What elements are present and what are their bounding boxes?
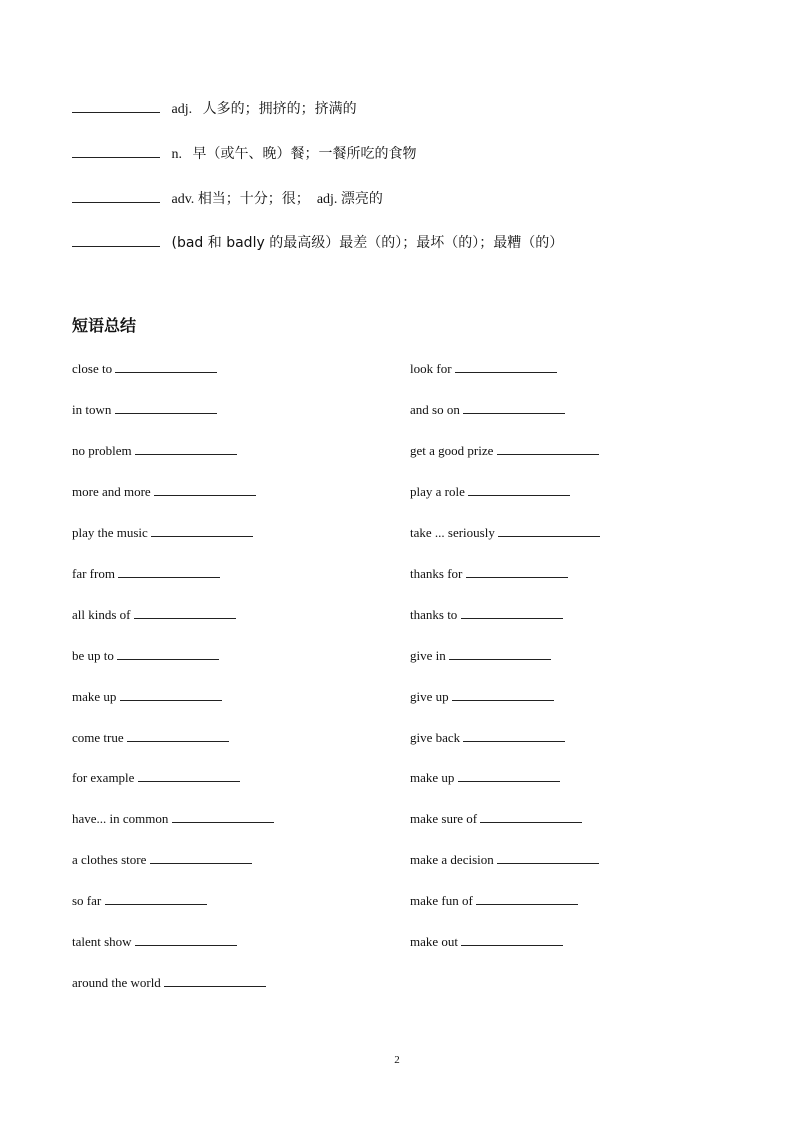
phrase-text: make fun of	[410, 893, 473, 908]
phrase-item	[72, 525, 253, 541]
phrase-text: for example	[72, 770, 135, 785]
phrase-text: more and more	[72, 484, 151, 499]
phrase-item	[72, 648, 219, 664]
phrase-text: give back	[410, 730, 461, 745]
phrase-item	[410, 730, 565, 746]
vocab-row	[72, 232, 563, 252]
answer-blank[interactable]	[455, 361, 557, 373]
phrase-item	[410, 934, 563, 950]
phrase-item	[72, 607, 236, 623]
page-number: 2	[394, 1054, 400, 1066]
phrase-item	[72, 402, 217, 418]
phrase-text: make a decision	[410, 852, 494, 867]
phrase-text: thanks to	[410, 607, 458, 622]
part-of-speech: adj.	[171, 102, 193, 117]
phrase-item	[410, 852, 599, 868]
answer-blank[interactable]	[117, 648, 219, 660]
phrase-item	[410, 525, 600, 541]
phrase-item	[410, 443, 599, 459]
answer-blank[interactable]	[120, 689, 222, 701]
answer-blank[interactable]	[105, 893, 207, 905]
phrase-item	[410, 402, 565, 418]
phrase-text: take ... seriously	[410, 525, 495, 540]
answer-blank[interactable]	[154, 484, 256, 496]
answer-blank[interactable]	[150, 852, 252, 864]
answer-blank[interactable]	[468, 484, 570, 496]
phrase-item	[72, 770, 240, 786]
answer-blank[interactable]	[72, 234, 160, 247]
part-of-speech: adv.	[171, 192, 195, 207]
phrase-item	[72, 811, 274, 827]
answer-blank[interactable]	[480, 811, 582, 823]
answer-blank[interactable]	[461, 934, 563, 946]
phrase-item	[410, 361, 557, 377]
phrase-item	[410, 811, 582, 827]
part-of-speech: n.	[171, 147, 182, 162]
answer-blank[interactable]	[115, 402, 217, 414]
chinese-meaning: 早（或午、晚）餐；一餐所吃的食物	[192, 146, 417, 162]
phrase-item	[72, 566, 220, 582]
answer-blank[interactable]	[164, 975, 266, 987]
part-of-speech: adj.	[316, 192, 338, 207]
phrase-text: make up	[410, 770, 455, 785]
answer-blank[interactable]	[463, 730, 565, 742]
phrase-item	[72, 443, 237, 459]
answer-blank[interactable]	[138, 770, 240, 782]
chinese-meaning: 相当；十分；很；	[197, 191, 310, 207]
phrase-text: and so on	[410, 402, 460, 417]
phrase-text: look for	[410, 361, 452, 376]
phrase-text: make sure of	[410, 811, 478, 826]
answer-blank[interactable]	[498, 525, 600, 537]
phrase-text: no problem	[72, 443, 132, 458]
chinese-meaning: 最差（的）；最坏（的）；最糟（的）	[339, 235, 564, 251]
answer-blank[interactable]	[172, 811, 274, 823]
phrase-text: around the world	[72, 975, 161, 990]
answer-blank[interactable]	[461, 607, 563, 619]
phrase-text: get a good prize	[410, 443, 494, 458]
answer-blank[interactable]	[134, 607, 236, 619]
part-of-speech: (bad 和 badly 的最高级）	[171, 235, 340, 251]
answer-blank[interactable]	[466, 566, 568, 578]
answer-blank[interactable]	[72, 190, 160, 203]
phrase-item	[410, 607, 563, 623]
chinese-meaning: 漂亮的	[340, 191, 383, 207]
phrase-text: come true	[72, 730, 124, 745]
phrase-text: play the music	[72, 525, 148, 540]
phrase-item	[72, 730, 229, 746]
phrase-text: in town	[72, 402, 112, 417]
answer-blank[interactable]	[135, 443, 237, 455]
answer-blank[interactable]	[452, 689, 554, 701]
phrase-item	[72, 852, 252, 868]
phrase-text: give up	[410, 689, 449, 704]
phrase-item	[410, 484, 570, 500]
answer-blank[interactable]	[72, 100, 160, 113]
phrase-text: have... in common	[72, 811, 169, 826]
answer-blank[interactable]	[449, 648, 551, 660]
vocab-row	[72, 98, 357, 118]
phrase-text: be up to	[72, 648, 114, 663]
phrase-item	[410, 770, 560, 786]
answer-blank[interactable]	[115, 361, 217, 373]
vocab-row	[72, 188, 383, 208]
answer-blank[interactable]	[458, 770, 560, 782]
answer-blank[interactable]	[476, 893, 578, 905]
phrase-text: thanks for	[410, 566, 463, 581]
phrase-text: all kinds of	[72, 607, 131, 622]
phrase-text: so far	[72, 893, 102, 908]
answer-blank[interactable]	[135, 934, 237, 946]
phrase-text: make out	[410, 934, 459, 949]
phrase-text: give in	[410, 648, 446, 663]
phrase-text: make up	[72, 689, 117, 704]
phrase-item	[410, 689, 554, 705]
phrase-text: close to	[72, 361, 113, 376]
answer-blank[interactable]	[118, 566, 220, 578]
phrase-item	[72, 689, 222, 705]
chinese-meaning: 人多的；拥挤的；挤满的	[202, 101, 357, 117]
phrase-item	[72, 893, 207, 909]
answer-blank[interactable]	[151, 525, 253, 537]
phrase-item	[410, 648, 551, 664]
phrase-item	[410, 566, 568, 582]
answer-blank[interactable]	[127, 730, 229, 742]
vocab-row	[72, 143, 417, 163]
phrase-item	[72, 484, 256, 500]
answer-blank[interactable]	[497, 852, 599, 864]
phrase-text: a clothes store	[72, 852, 147, 867]
phrase-text: far from	[72, 566, 115, 581]
phrase-item	[72, 934, 237, 950]
phrase-item	[72, 361, 217, 377]
phrase-text: play a role	[410, 484, 465, 499]
answer-blank[interactable]	[463, 402, 565, 414]
answer-blank[interactable]	[72, 145, 160, 158]
phrase-text: talent show	[72, 934, 132, 949]
phrase-item	[72, 975, 266, 991]
phrase-item	[410, 893, 578, 909]
section-title: 短语总结	[72, 316, 137, 335]
answer-blank[interactable]	[497, 443, 599, 455]
